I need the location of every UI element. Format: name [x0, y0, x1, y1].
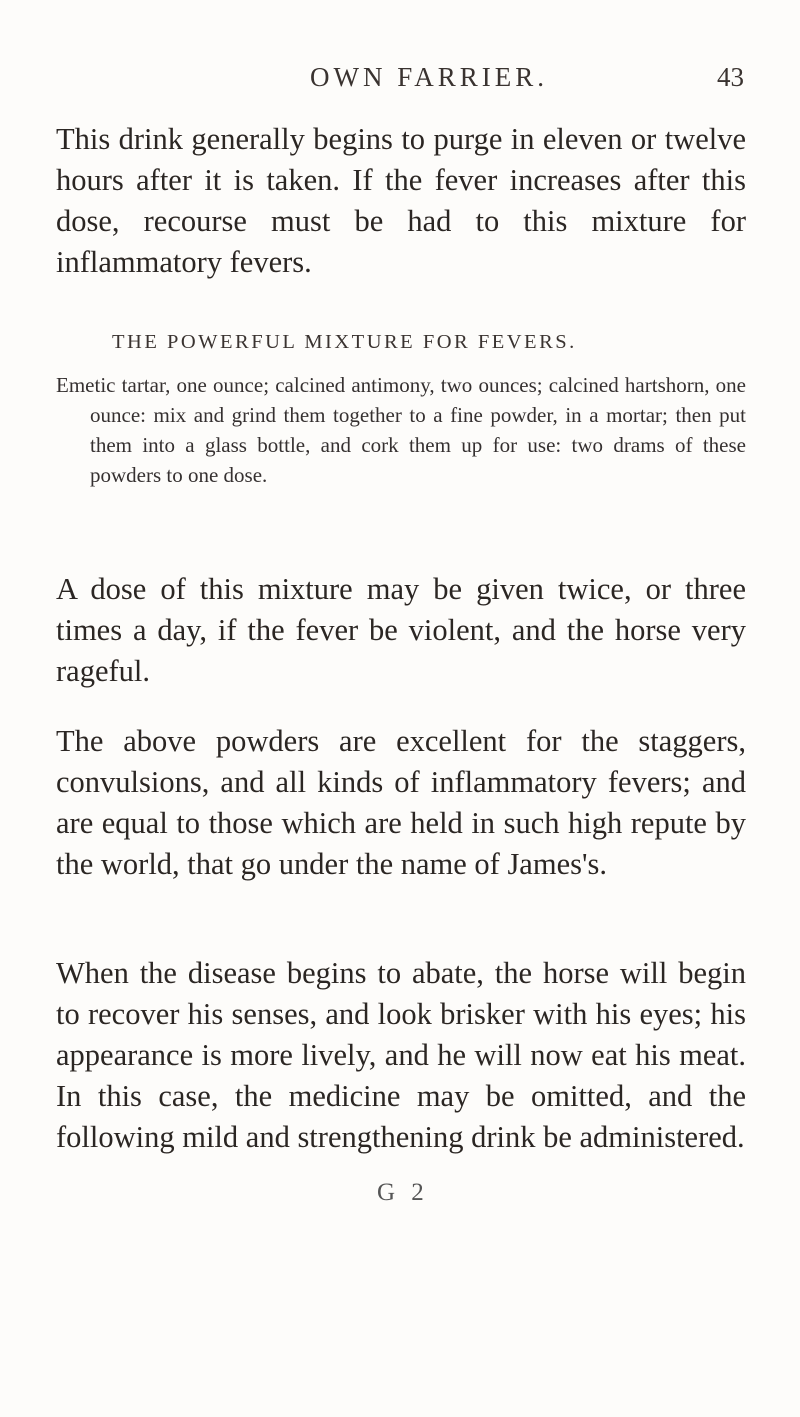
recipe-instructions: Emetic tartar, one ounce; calcined antimony, two ounces; calcined hartshorn, one ounce: mix and grind them together to a fine powder, in a mortar; then put them into a glass bottle, and cork them up for use: two drams of these powders to one dose. — [56, 373, 746, 487]
page-number: 43 — [717, 62, 744, 92]
paragraph-powders: The above powders are excellent for the staggers, convulsions, and all kinds of inflammatory fevers; and are equal to those which are held in such high repute by the world, that go under the name of James's. — [56, 724, 746, 881]
paragraph-purge: This drink generally begins to purge in eleven or twelve hours after it is taken. If the fever increases after this dose, recourse must be had to this mixture for inflammatory fevers. — [56, 122, 746, 279]
running-head — [0, 62, 800, 102]
paragraph-recovery: When the disease begins to abate, the horse will begin to recover his senses, and look brisker with his eyes; his appearance is more lively, and he will now eat his meat. In this case, the medicine may be omitted, and the following mild and strengthening drink be administered. — [56, 956, 746, 1154]
running-title: OWN FARRIER. — [310, 62, 549, 92]
signature-mark: G 2 — [377, 1179, 429, 1206]
recipe-heading: THE POWERFUL MIXTURE FOR FEVERS. — [112, 331, 577, 353]
paragraph-dosage: A dose of this mixture may be given twice, or three times a day, if the fever be violent, and the horse very rageful. — [56, 572, 746, 688]
